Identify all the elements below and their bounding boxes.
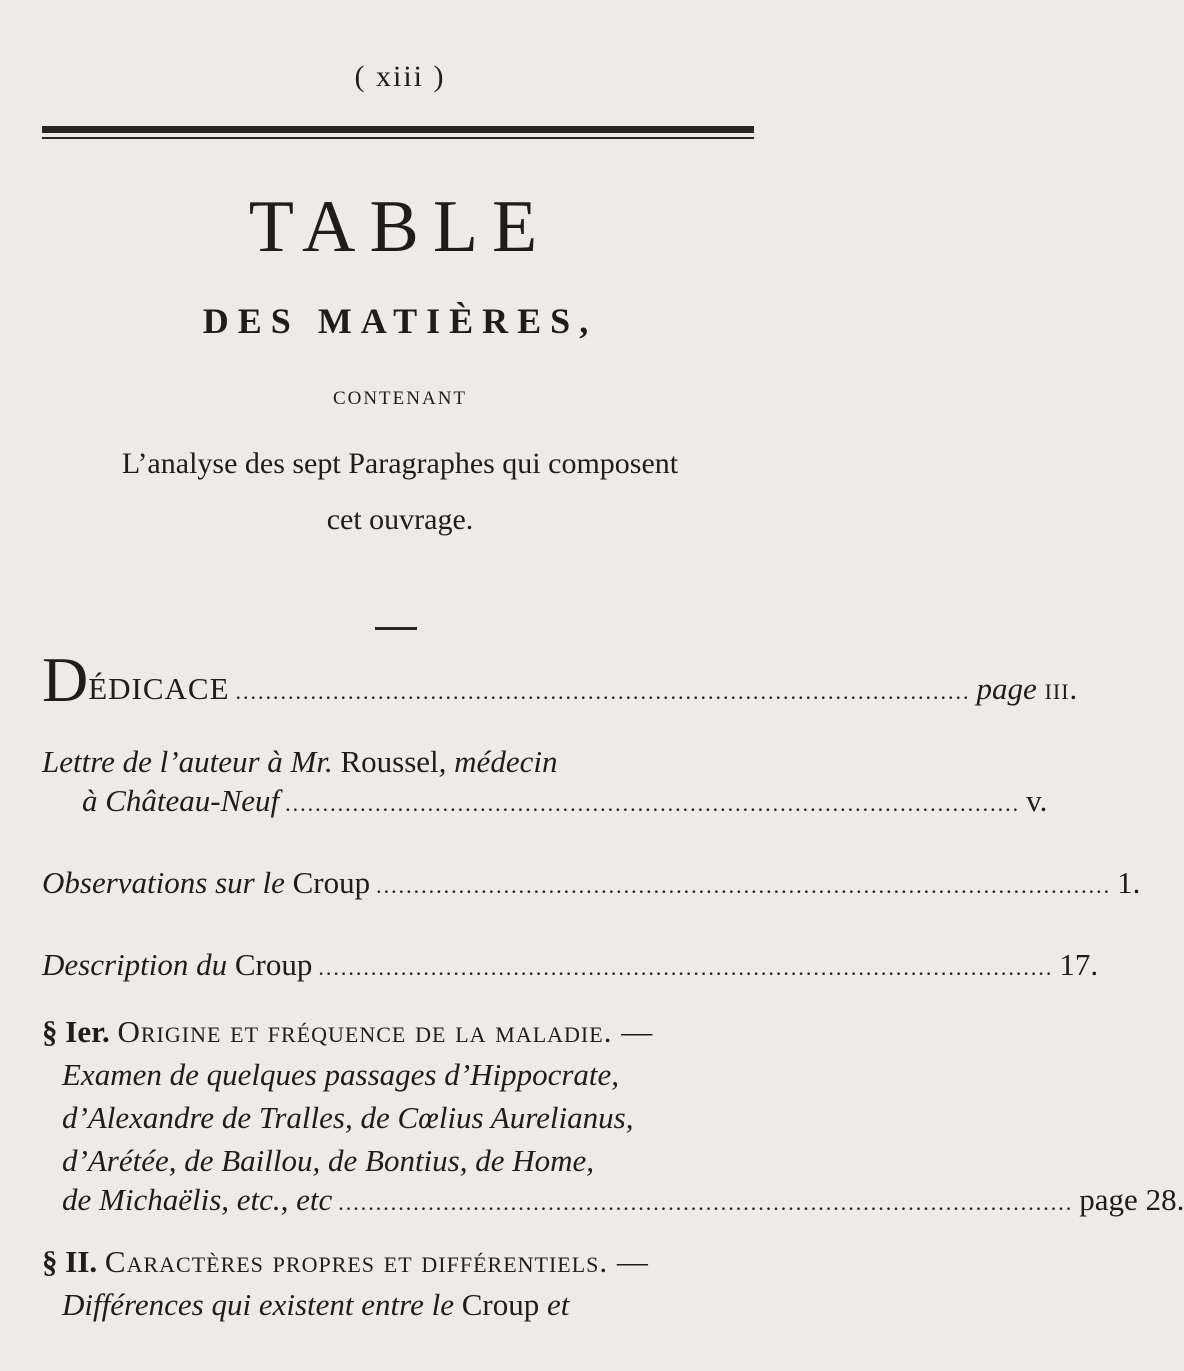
contenant-label: CONTENANT bbox=[332, 388, 468, 409]
section-2-heading: Caractères propres et différentiels. — bbox=[104, 1244, 649, 1279]
leader-dots: .................................................................................................. bbox=[235, 679, 971, 704]
lettre-text-1: Lettre de l’auteur à Mr. bbox=[42, 744, 333, 779]
analyse-line-1: L’analyse des sept Paragraphes qui composent bbox=[121, 447, 679, 480]
analyse-line-2: cet ouvrage. bbox=[326, 503, 474, 536]
description-label bbox=[42, 947, 312, 983]
section-divider bbox=[375, 627, 417, 630]
section-2-mark: § II. bbox=[42, 1244, 98, 1279]
dedicace-rest: ÉDICACE bbox=[88, 671, 230, 706]
section-1-line-2: d’Alexandre de Tralles, de Cœlius Aurelianus, bbox=[62, 1100, 634, 1135]
dedicace-page-number: iii. bbox=[1044, 671, 1079, 706]
header-rule-thin bbox=[42, 137, 754, 139]
observations-page: 1. bbox=[1117, 865, 1141, 900]
section-1-mark: § Ier. bbox=[42, 1014, 110, 1049]
toc-entry-dedicace bbox=[42, 644, 1079, 715]
dedicace-initial: D bbox=[42, 644, 89, 715]
section-1-heading: Origine et fréquence de la maladie. — bbox=[117, 1014, 654, 1049]
lettre-text-2: , médecin bbox=[438, 744, 558, 779]
leader-dots: .................................................................................................. bbox=[285, 791, 1021, 816]
section-1-line-3: d’Arétée, de Baillou, de Bontius, de Home, bbox=[62, 1143, 595, 1178]
lettre-name: Roussel bbox=[340, 744, 439, 779]
description-italic: Description du bbox=[42, 947, 228, 982]
lettre-page: v. bbox=[1026, 783, 1048, 818]
page-folio: ( xiii ) bbox=[354, 60, 446, 93]
toc-entry-lettre bbox=[42, 740, 1048, 819]
leader-dots: .................................................................................................. bbox=[318, 955, 1054, 980]
leader-dots: .................................................................................................. bbox=[338, 1190, 1074, 1215]
section-1-line-4: de Michaëlis, etc., etc bbox=[62, 1182, 333, 1217]
page-subtitle: DES MATIÈRES, bbox=[202, 301, 598, 341]
observations-label bbox=[42, 865, 370, 901]
toc-entry-section-1 bbox=[42, 1010, 1184, 1218]
description-page: 17. bbox=[1059, 947, 1099, 982]
dedicace-page bbox=[977, 671, 1079, 707]
section-2-line-1-roman: Croup bbox=[461, 1287, 540, 1322]
toc-entry-description bbox=[42, 947, 1099, 983]
lettre-text-3: à Château-Neuf bbox=[82, 783, 280, 818]
section-2-line-1-end: et bbox=[546, 1287, 570, 1322]
toc-entry-observations bbox=[42, 865, 1141, 901]
dedicace-page-word: page bbox=[976, 671, 1037, 706]
observations-italic: Observations sur le bbox=[42, 865, 285, 900]
page-title: TABLE bbox=[248, 186, 552, 268]
section-1-page bbox=[1079, 1182, 1184, 1218]
section-2-line-1-italic: Différences qui existent entre le bbox=[62, 1287, 454, 1322]
section-1-page-number: 28. bbox=[1145, 1182, 1184, 1217]
leader-dots: .................................................................................................. bbox=[376, 873, 1112, 898]
description-roman: Croup bbox=[234, 947, 313, 982]
dedicace-label bbox=[42, 644, 230, 715]
toc-entry-section-2 bbox=[42, 1240, 762, 1326]
section-1-page-word: page bbox=[1079, 1182, 1138, 1217]
section-1-line-1: Examen de quelques passages d’Hippocrate, bbox=[62, 1057, 620, 1092]
header-rule-thick bbox=[42, 126, 754, 133]
analyse-text bbox=[0, 436, 800, 548]
observations-roman: Croup bbox=[292, 865, 371, 900]
